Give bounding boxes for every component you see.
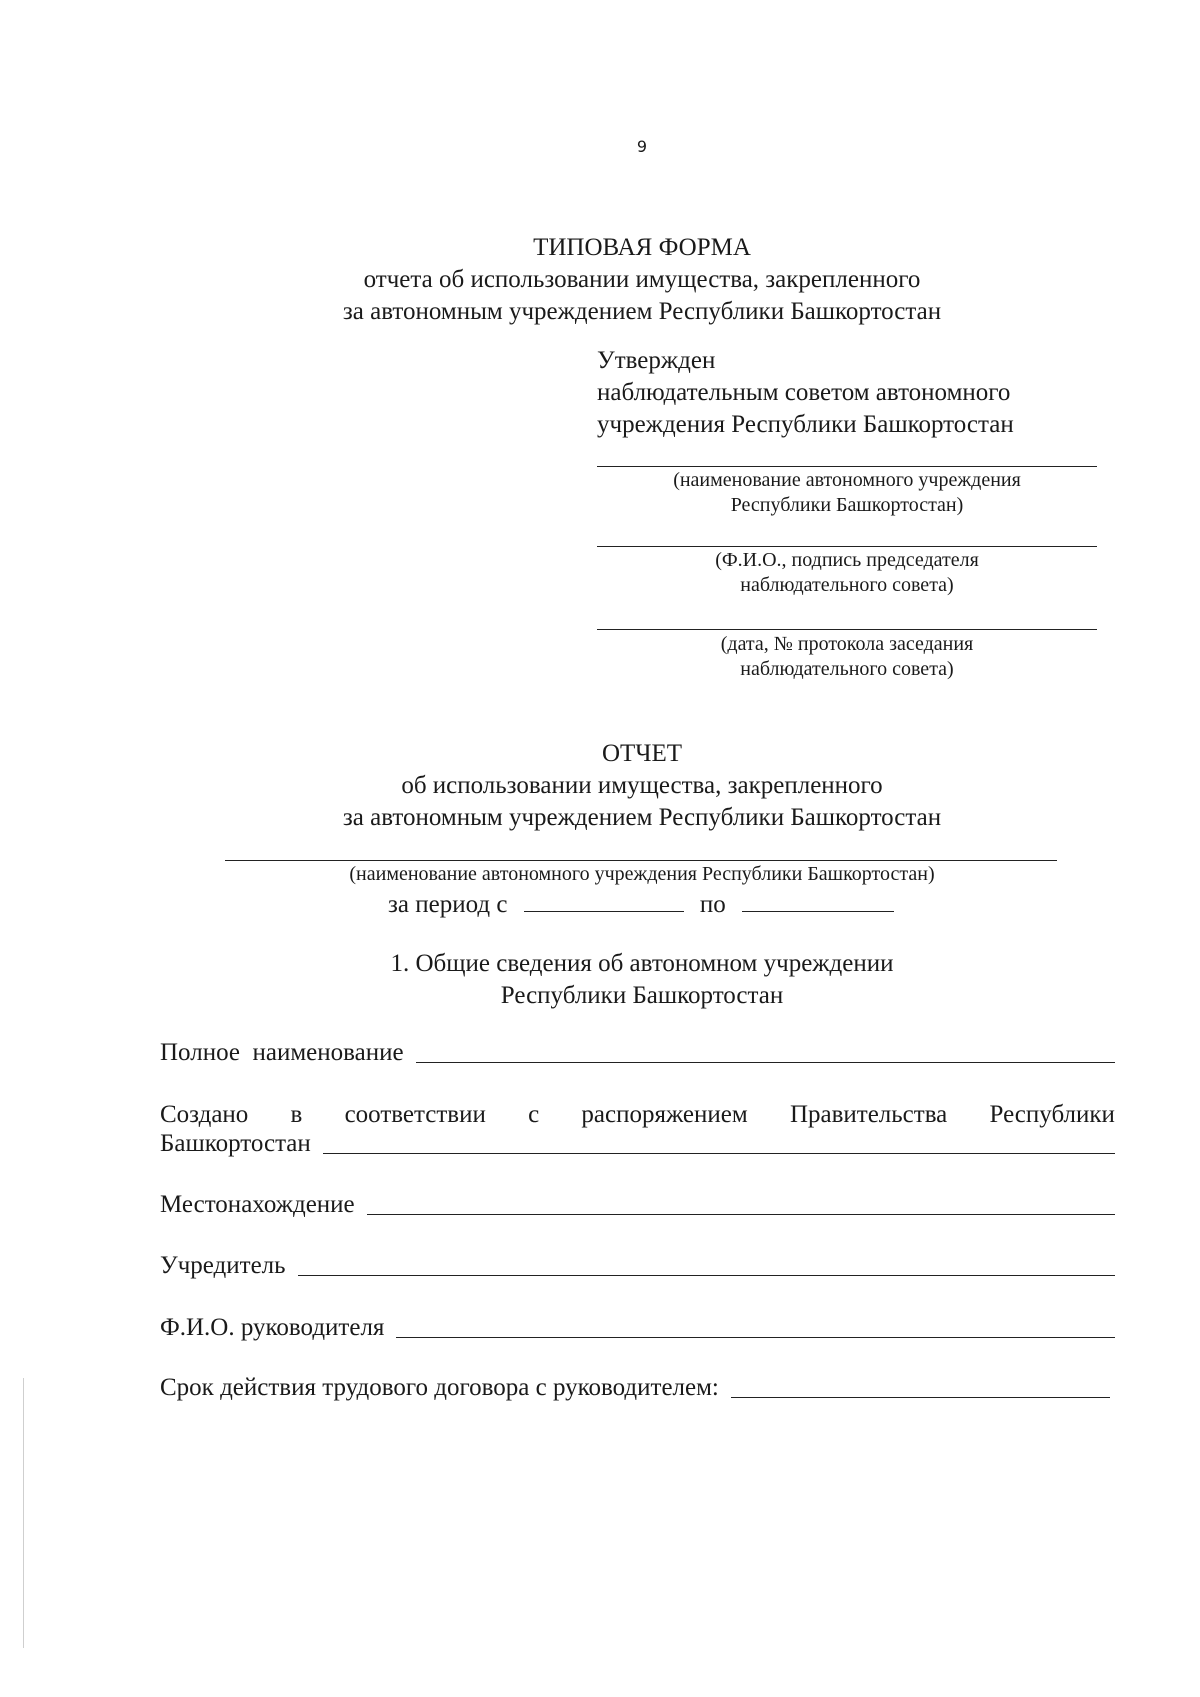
full-name-label: Полное наименование: [160, 1039, 404, 1066]
created-by-word: Создано: [160, 1101, 249, 1128]
contract-term-field[interactable]: [731, 1375, 1110, 1398]
report-institution-field[interactable]: [225, 860, 1057, 861]
scan-edge-mark: [23, 1378, 24, 1648]
created-by-line: [160, 1099, 1115, 1131]
created-by-word: распоряжением: [581, 1101, 748, 1128]
caption-line: (наименование автономного учреждения: [673, 469, 1021, 491]
institution-name-caption: [597, 468, 1097, 518]
created-by-word: соответствии: [344, 1101, 486, 1128]
chairman-signature-field[interactable]: [597, 546, 1097, 547]
caption-line: наблюдательного совета): [740, 658, 954, 680]
protocol-date-field[interactable]: [597, 629, 1097, 630]
director-row: [160, 1312, 1115, 1344]
approval-line: учреждения Республики Башкортостан: [597, 411, 1014, 438]
created-by-field[interactable]: [323, 1131, 1115, 1154]
report-subtitle: об использовании имущества, закрепленного: [401, 772, 883, 799]
director-field[interactable]: [396, 1315, 1115, 1338]
report-header: [0, 738, 1200, 834]
form-header: [0, 232, 1200, 328]
approval-line: Утвержден: [597, 347, 716, 374]
created-by-word: с: [528, 1101, 540, 1128]
created-by-word: Республики: [989, 1101, 1115, 1128]
founder-row: [160, 1250, 1115, 1282]
created-by-word: Правительства: [789, 1101, 948, 1128]
form-header-title: ТИПОВАЯ ФОРМА: [533, 234, 751, 261]
created-by-label: Башкортостан: [160, 1130, 311, 1157]
contract-term-row: [160, 1372, 1110, 1404]
created-by-row: [160, 1128, 1115, 1160]
report-institution-caption: (наименование автономного учреждения Республики Башкортостан): [349, 863, 935, 885]
form-header-line: отчета об использовании имущества, закрепленного: [363, 266, 921, 293]
caption-line: (Ф.И.О., подпись председателя: [715, 549, 979, 571]
report-subtitle: за автономным учреждением Республики Башкортостан: [342, 804, 942, 831]
section-title-line: 1. Общие сведения об автономном учреждении: [390, 950, 894, 977]
location-label: Местонахождение: [160, 1191, 355, 1218]
founder-label: Учредитель: [160, 1252, 286, 1279]
founder-field[interactable]: [298, 1253, 1115, 1276]
location-field[interactable]: [367, 1192, 1115, 1215]
created-by-word: в: [290, 1101, 303, 1128]
full-name-field[interactable]: [416, 1040, 1115, 1063]
form-header-line: за автономным учреждением Республики Башкортостан: [342, 298, 942, 325]
protocol-date-caption: [597, 632, 1097, 682]
period-from-field[interactable]: [524, 889, 684, 912]
period-row: [388, 889, 894, 921]
approval-line: наблюдательным советом автономного: [597, 379, 1011, 406]
period-from-label: за период с: [388, 891, 508, 918]
caption-line: Республики Башкортостан): [730, 494, 964, 516]
section-title-line: Республики Башкортостан: [500, 982, 784, 1009]
page-number: 9: [636, 137, 648, 156]
approval-stamp: [597, 345, 1097, 441]
caption-line: наблюдательного совета): [740, 574, 954, 596]
section-title: [0, 948, 1200, 1012]
institution-name-field[interactable]: [597, 466, 1097, 467]
full-name-row: [160, 1037, 1115, 1069]
period-to-field[interactable]: [742, 889, 894, 912]
chairman-signature-caption: [597, 548, 1097, 598]
director-label: Ф.И.О. руководителя: [160, 1314, 385, 1341]
period-to-label: по: [699, 891, 726, 918]
caption-line: (дата, № протокола заседания: [720, 633, 974, 655]
contract-term-label: Срок действия трудового договора с руководителем:: [160, 1374, 719, 1401]
location-row: [160, 1189, 1115, 1221]
report-title: ОТЧЕТ: [601, 740, 683, 767]
